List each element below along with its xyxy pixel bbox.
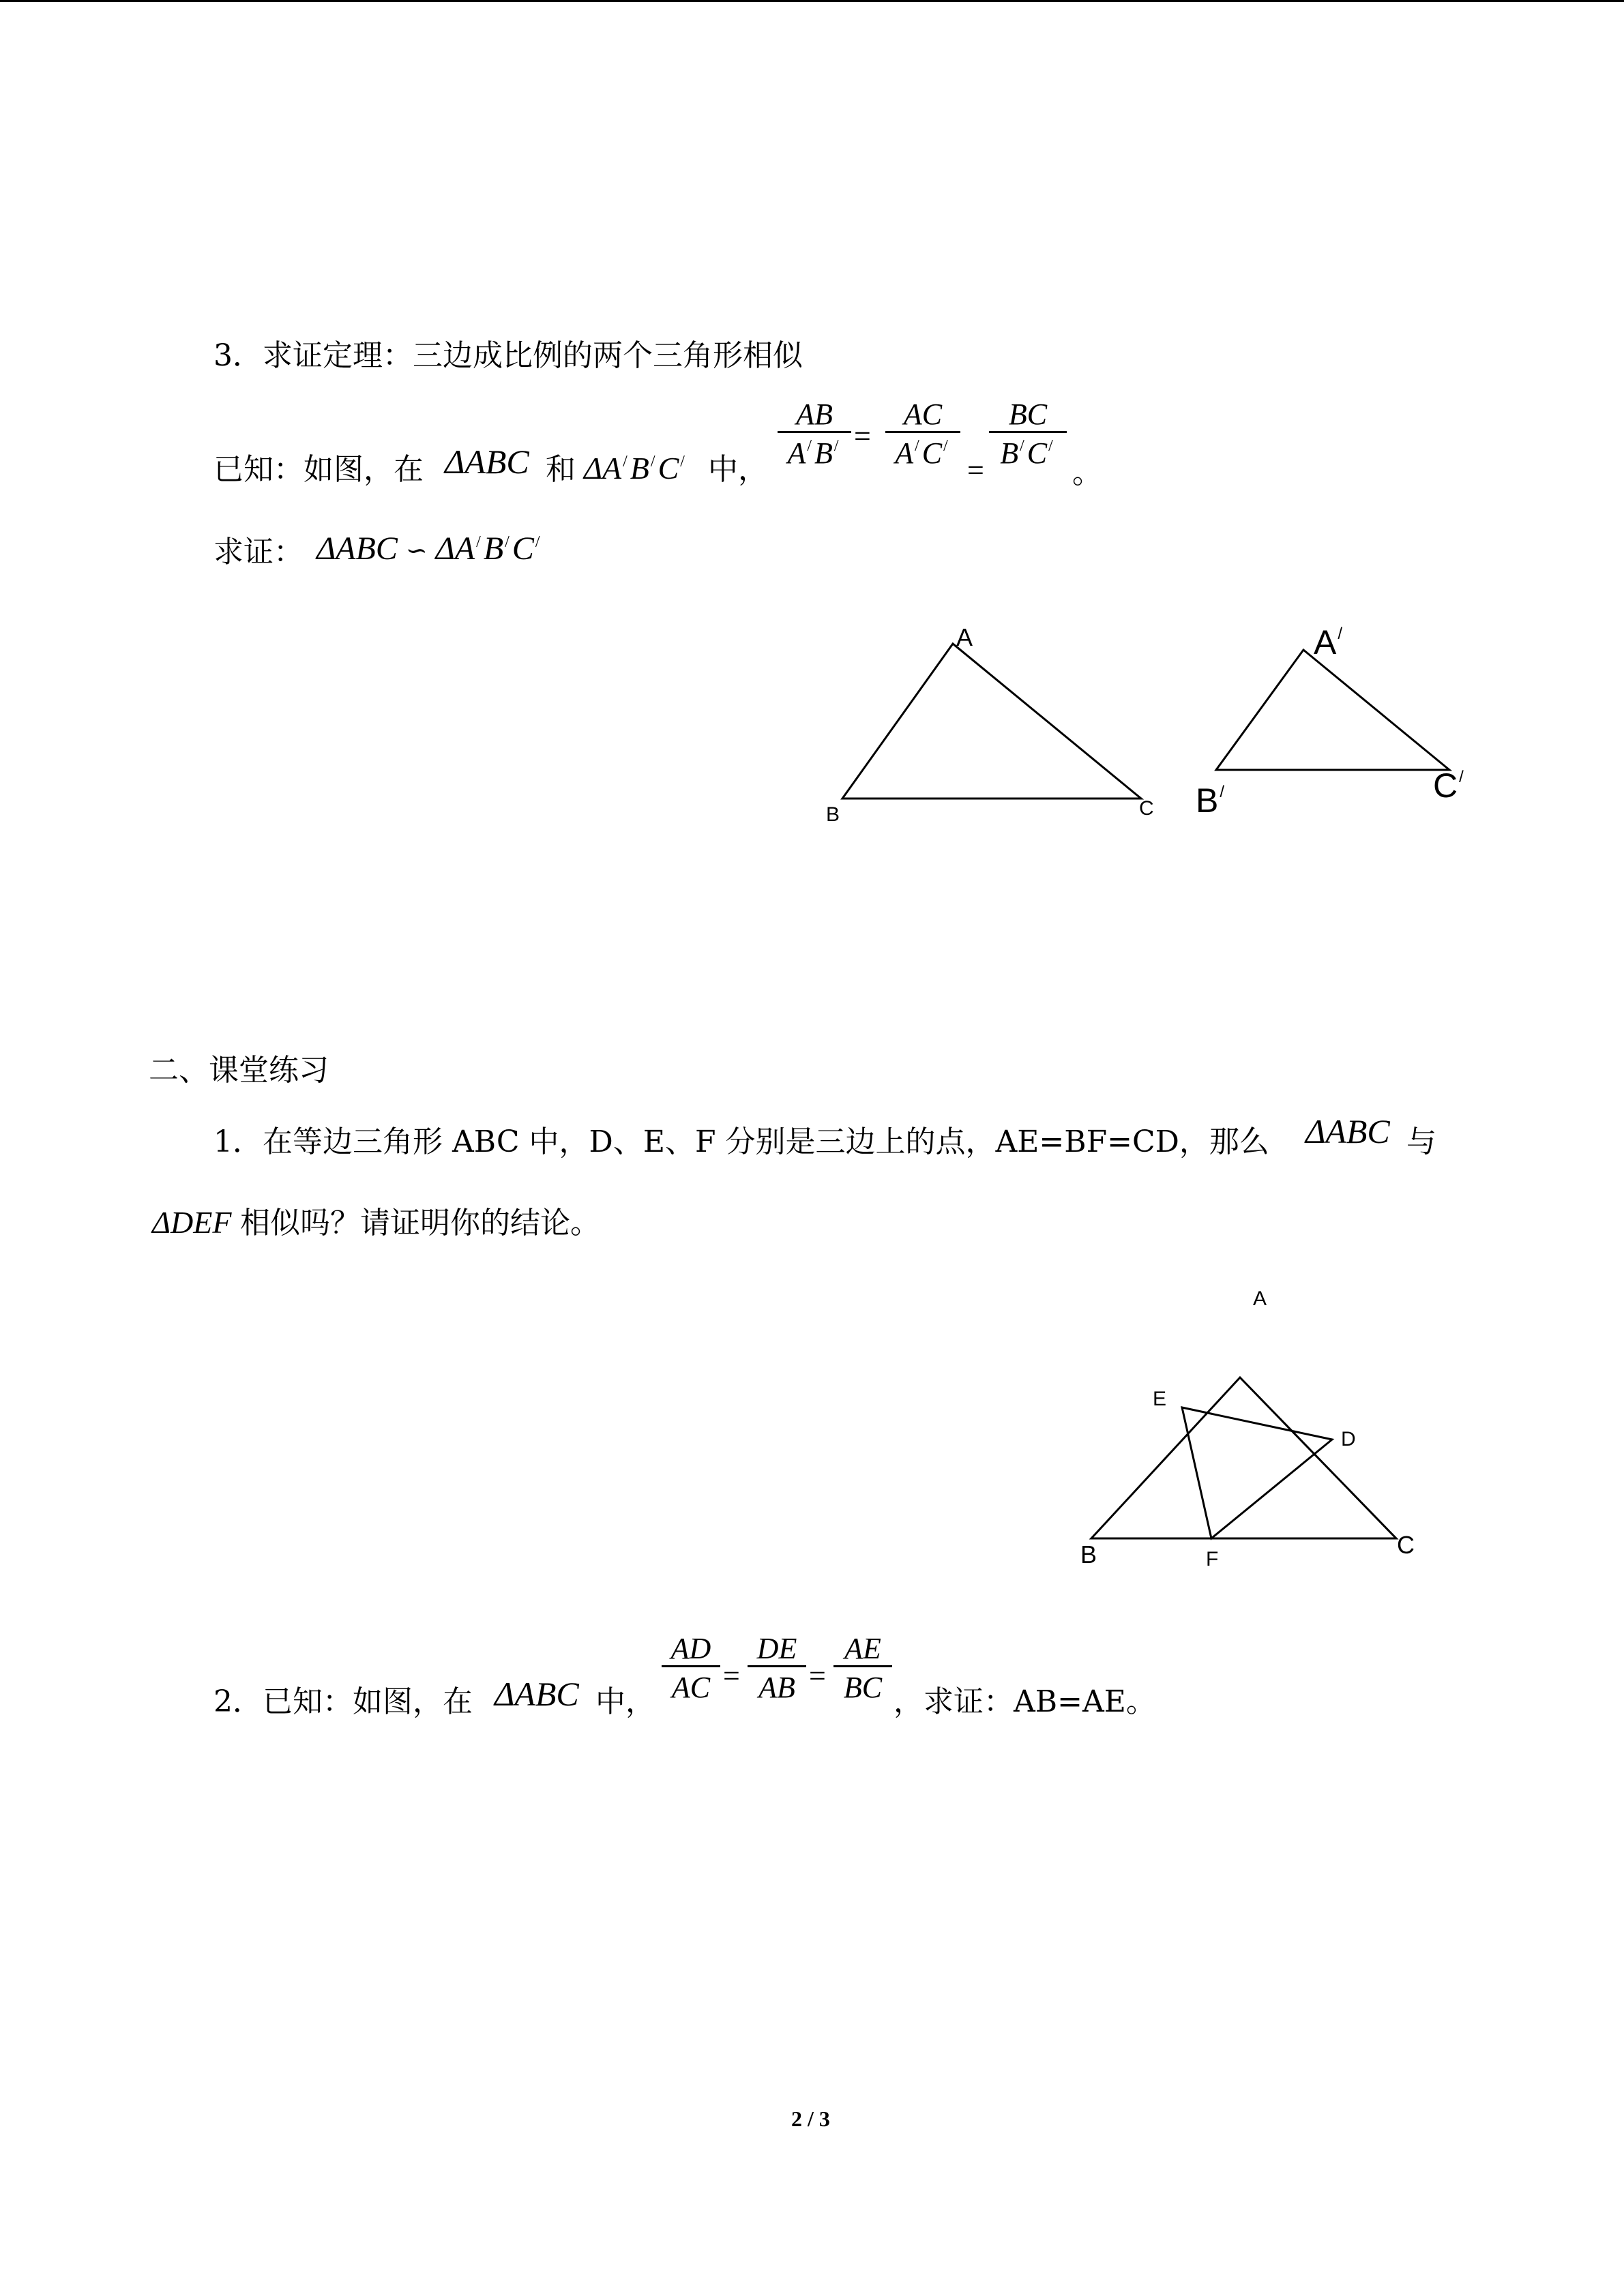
equilateral-triangle-shape [1091, 1377, 1396, 1538]
middle-word: 中， [708, 452, 768, 487]
page-number: 2 / 3 [791, 2106, 830, 2131]
ex2-equals-2: = [809, 1659, 826, 1693]
ex2-equals-1: = [723, 1659, 740, 1693]
fraction-ab-over-a-b: $\frac{AB}{A^/B^/}$ [778, 398, 851, 471]
fraction-de-over-ab: $\frac{DE}{AB}$ [748, 1632, 806, 1705]
exercise2-middle: 中， [595, 1684, 655, 1719]
exercise1-line1: 1．在等边三角形 ABC 中，D、E、F 分别是三边上的点，AE=BF=CD，那么 [213, 1124, 1269, 1159]
exercise1-triangle-def: ΔDEF [152, 1205, 232, 1240]
triangle-abc: ΔABC [445, 443, 529, 481]
exercise1-with: 与 [1406, 1124, 1436, 1159]
exercise1-line2: 相似吗？请证明你的结论。 [240, 1206, 600, 1240]
equals-1: = [854, 419, 871, 453]
prove-prefix: 求证： [213, 535, 304, 569]
fig2-label-e: E [1153, 1388, 1167, 1410]
fig2-label-a: A [1253, 1287, 1267, 1310]
fig2-label-c: C [1397, 1531, 1415, 1559]
label-a-prime: A/ [1314, 623, 1343, 661]
equals-2: = [967, 453, 984, 487]
section2-heading: 二、课堂练习 [149, 1053, 329, 1088]
label-c-prime: C/ [1433, 766, 1464, 805]
fig2-label-f: F [1206, 1548, 1219, 1570]
label-b: B [826, 803, 840, 826]
fraction-ac-over-a-c: $\frac{AC}{A^/C^/}$ [885, 398, 960, 471]
fraction-bc-over-b-c: $\frac{BC}{B^/C^/}$ [989, 398, 1067, 471]
fig2-label-d: D [1341, 1428, 1356, 1450]
triangle-abc-shape [842, 644, 1141, 799]
problem3-heading: 3．求证定理：三边成比例的两个三角形相似 [213, 338, 803, 373]
fraction-ae-over-bc: $\frac{AE}{BC}$ [833, 1632, 892, 1705]
label-a: A [956, 623, 973, 651]
exercise2-prefix: 2．已知：如图，在 [213, 1684, 473, 1719]
label-c: C [1139, 797, 1154, 820]
label-b-prime: B/ [1196, 781, 1225, 820]
exercise2-suffix: ，求证：AB=AE。 [894, 1684, 1156, 1719]
prove-statement: ΔABC ∽ ΔA/B/C/ [316, 531, 540, 567]
exercise2-triangle-abc: ΔABC [494, 1675, 579, 1713]
and-word: 和 [546, 452, 576, 487]
end-mark: 。 [1072, 456, 1102, 490]
given-prefix: 已知：如图，在 [213, 452, 424, 487]
triangle-a-prime-shape [1216, 650, 1449, 770]
exercise1-triangle-abc: ΔABC [1305, 1112, 1390, 1150]
fig2-label-b: B [1080, 1540, 1097, 1568]
triangle-def-shape [1182, 1407, 1332, 1538]
triangle-a-prime: ΔA/B/C/ [584, 451, 685, 486]
fraction-ad-over-ac: $\frac{AD}{AC}$ [662, 1632, 720, 1705]
